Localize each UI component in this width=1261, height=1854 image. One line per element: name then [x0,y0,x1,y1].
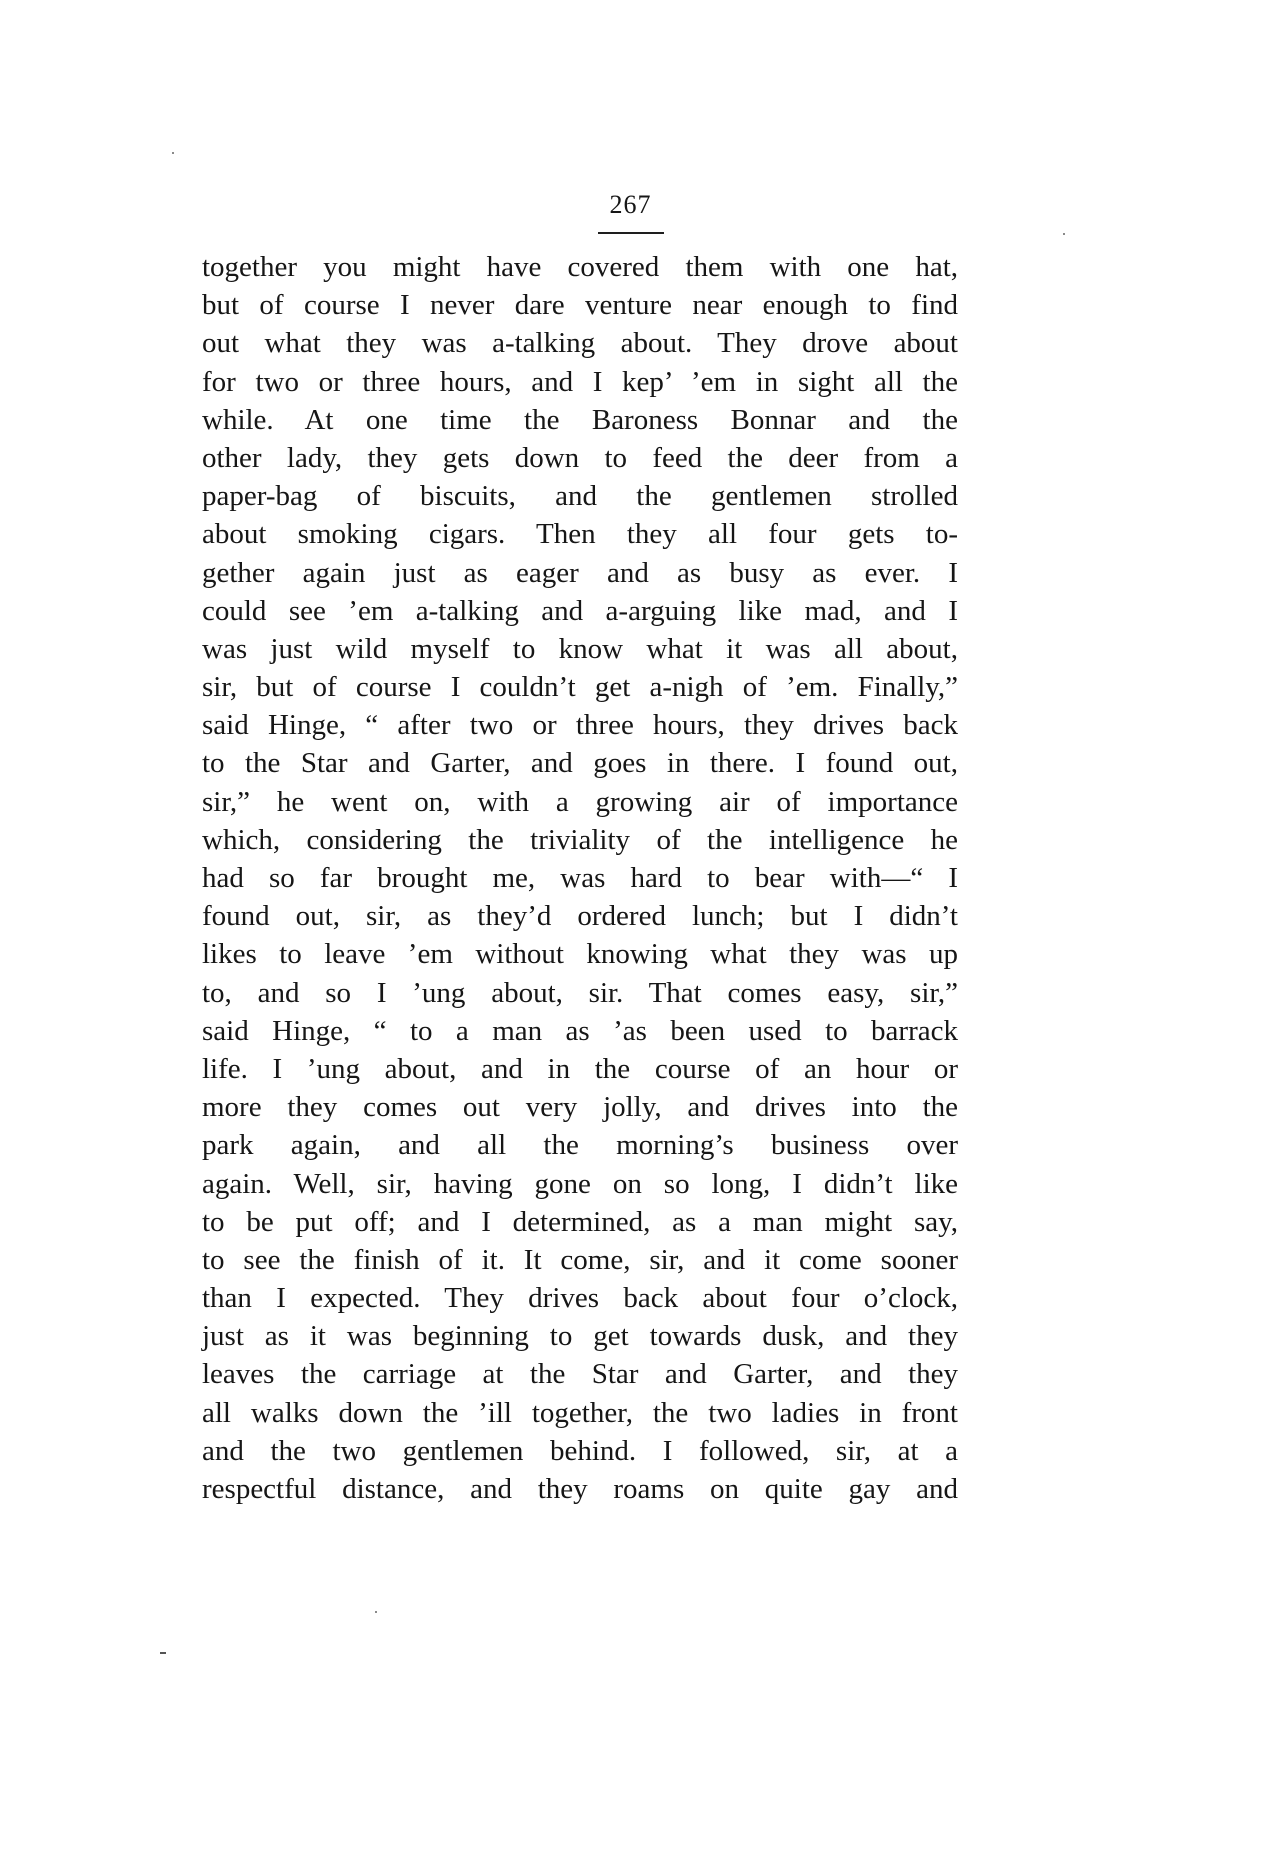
text-line: life. I ’ung about, and in the course of an hour or [202,1052,958,1085]
text-line: found out, sir, as they’d ordered lunch; but I didn’t [202,900,958,933]
body-text [202,248,958,1508]
text-line: and the two gentlemen behind. I followed, sir, at a [202,1434,958,1467]
text-line: could see ’em a-talking and a-arguing like mad, and I [202,594,958,627]
text-line: said Hinge, “ to a man as ’as been used to barrack [202,1014,958,1047]
page-number-rule [598,232,664,234]
text-line: to see the finish of it. It come, sir, and it come sooner [202,1243,958,1276]
page-number: 267 [609,190,652,219]
text-line: likes to leave ’em without knowing what they was up [202,938,958,971]
text-line: but of course I never dare venture near enough to find [202,289,958,322]
text-line: to, and so I ’ung about, sir. That comes easy, sir,” [202,976,958,1009]
text-line: than I expected. They drives back about four o’clock, [202,1282,958,1315]
text-line: for two or three hours, and I kep’ ’em in sight all the [202,365,958,398]
scan-speck [1063,233,1065,235]
text-line: to the Star and Garter, and goes in there. I found out, [202,747,958,780]
text-line: said Hinge, “ after two or three hours, they drives back [202,709,958,742]
text-line: paper-bag of biscuits, and the gentlemen strolled [202,480,958,513]
scan-speck [375,1611,377,1613]
scan-speck [160,1652,166,1654]
text-line: out what they was a-talking about. They drove about [202,327,958,360]
text-line: respectful distance, and they roams on quite gay and [202,1473,958,1505]
text-line: was just wild myself to know what it was all about, [202,632,958,665]
text-line: sir,” he went on, with a growing air of importance [202,785,958,818]
text-line: gether again just as eager and as busy as ever. I [202,556,958,589]
text-line: just as it was beginning to get towards dusk, and they [202,1320,958,1353]
text-line: all walks down the ’ill together, the two ladies in front [202,1396,958,1429]
text-line: about smoking cigars. Then they all four gets to- [202,518,958,551]
text-line: again. Well, sir, having gone on so long, I didn’t like [202,1167,958,1200]
text-line: together you might have covered them with one hat, [202,251,958,283]
text-line: leaves the carriage at the Star and Garter, and they [202,1358,958,1391]
text-line: other lady, they gets down to feed the deer from a [202,441,958,474]
text-line: to be put off; and I determined, as a man might say, [202,1205,958,1238]
text-line: sir, but of course I couldn’t get a-nigh of ’em. Finally,” [202,671,958,704]
text-line: while. At one time the Baroness Bonnar and the [202,403,958,436]
text-line: more they comes out very jolly, and drives into the [202,1091,958,1124]
text-line: which, considering the triviality of the intelligence he [202,823,958,856]
text-line: had so far brought me, was hard to bear with—“ I [202,862,958,894]
text-line: park again, and all the morning’s business over [202,1129,958,1162]
scan-speck [172,152,174,154]
